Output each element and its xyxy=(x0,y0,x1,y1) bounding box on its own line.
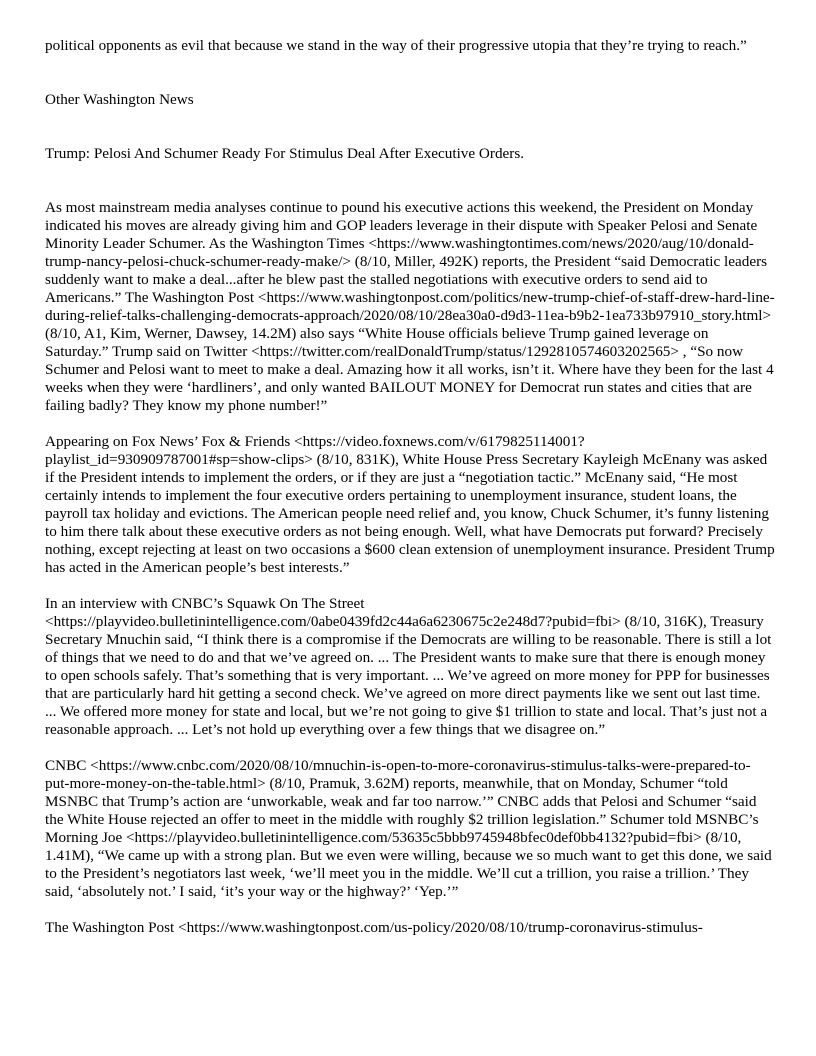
section-heading: Other Washington News xyxy=(45,91,194,108)
paragraph-quote-continuation: political opponents as evil that because we stand in the way of their progressive utopia that they’re trying to reach.” xyxy=(45,37,747,54)
paragraph-cnbc-squawk: In an interview with CNBC’s Squawk On The Street <https://playvideo.bulletinintelligence.com/0abe0439fd2c44a6a6230675c2e248d7?pubid=fbi> (8/10, 316K), Treasury Secretary Mnuchin said, “I think there is a compromise if the Democrats are willing to be reasonable. There is still a lot of things that we need to do and that we’ve agreed on. ... The President wants to make sure that there is enough money to open schools safely. That’s something that is very important. ... We’ve agreed on more money for PPP for businesses that are particularly hard hit getting a second check. We’ve agreed on more direct payments like we sent out last time. ... We offered more money for state and local, but we’re not going to give $1 trillion to state and local. That’s just not a reasonable approach. ... Let’s not hold up everything over a few things that we disagree on.” xyxy=(45,595,772,738)
document-page xyxy=(45,37,775,937)
paragraph-washington-times: As most mainstream media analyses continue to pound his executive actions this weekend, the President on Monday indicated his moves are already giving him and GOP leaders leverage in their dispute with Speaker Pelosi and Senate Minority Leader Schumer. As the Washington Times <https://www.washingtontimes.com/news/2020/aug/10/donald-trump-nancy-pelosi-chuck-schumer-ready-make/> (8/10, Miller, 492K) reports, the President “said Democratic leaders suddenly want to make a deal...after he blew past the stalled negotiations with executive orders to send aid to Americans.” The Washington Post <https://www.washingtonpost.com/politics/new-trump-chief-of-staff-drew-hard-line-during-relief-talks-challenging-democrats-approach/2020/08/10/28ea30a0-d9d3-11ea-b9b2-1ea733b97910_story.html> (8/10, A1, Kim, Werner, Dawsey, 14.2M) also says “White House officials believe Trump gained leverage on Saturday.” Trump said on Twitter <https://twitter.com/realDonaldTrump/status/1292810574603202565> , “So now Schumer and Pelosi want to meet to make a deal. Amazing how it all works, isn’t it. Where have they been for the last 4 weeks when they were ‘hardliners’, and only wanted BAILOUT MONEY for Democrat run states and cities that are failing badly? They know my phone number!” xyxy=(45,199,775,414)
article-headline: Trump: Pelosi And Schumer Ready For Stimulus Deal After Executive Orders. xyxy=(45,145,525,162)
paragraph-washington-post: The Washington Post <https://www.washingtonpost.com/us-policy/2020/08/10/trump-coronavirus-stimulus- xyxy=(45,919,703,936)
paragraph-fox-friends: Appearing on Fox News’ Fox & Friends <https://video.foxnews.com/v/6179825114001?playlist_id=930909787001#sp=show-clips> (8/10, 831K), White House Press Secretary Kayleigh McEnany was asked if the President intends to implement the orders, or if they are just a “negotiation tactic.” McEnany said, “He most certainly intends to implement the four executive orders pertaining to unemployment insurance, student loans, the payroll tax holiday and evictions. The American people need relief and, you know, Chuck Schumer, it’s funny listening to him there talk about these executive orders as not being enough. Well, what have Democrats put forward? Precisely nothing, except rejecting at least on two occasions a $600 clean extension of unemployment insurance. President Trump has acted in the American people’s best interests.” xyxy=(45,433,775,576)
paragraph-cnbc-schumer: CNBC <https://www.cnbc.com/2020/08/10/mnuchin-is-open-to-more-coronavirus-stimulus-talks-were-prepared-to-put-more-money-on-the-table.html> (8/10, Pramuk, 3.62M) reports, meanwhile, that on Monday, Schumer “told MSNBC that Trump’s action are ‘unworkable, weak and far too narrow.’” CNBC adds that Pelosi and Schumer “said the White House rejected an offer to meet in the middle with roughly $2 trillion legislation.” Schumer told MSNBC’s Morning Joe <https://playvideo.bulletinintelligence.com/53635c5bbb9745948bfec0def0bb4132?pubid=fbi> (8/10, 1.41M), “We came up with a strong plan. But we even were willing, because we so much want to get this done, we said to the President’s negotiators last week, ‘we’ll meet you in the middle. We’ll cut a trillion, you raise a trillion.’ They said, ‘absolutely not.’ I said, ‘it’s your way or the highway?’ ‘Yep.’” xyxy=(45,757,772,900)
